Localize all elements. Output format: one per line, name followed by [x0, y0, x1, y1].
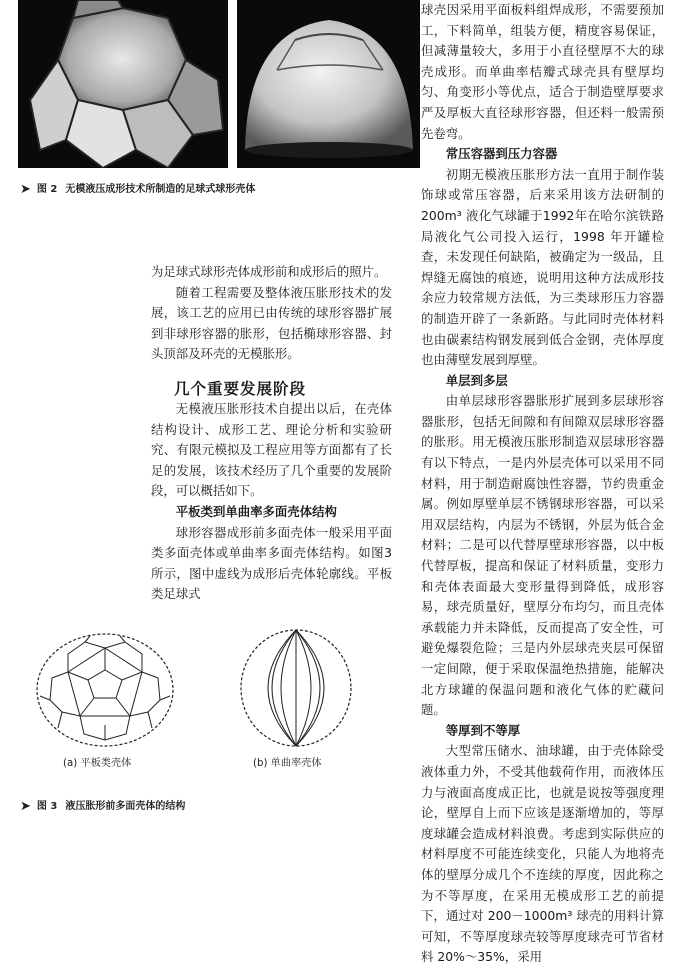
figure2-caption: ➤ 图 2 无模液压成形技术所制造的足球式球形壳体: [20, 182, 256, 197]
paragraph-single: 由单层球形容器胀形扩展到多层球形容器胀形，包括无间隙和有间隙双层球形容器的胀形。用无模液压胀形制造双层球形容器有以下特点，一是内外层壳体可以采用不同材料，用于制造耐腐蚀性容器，节约贵重金属。例如厚壁单层不锈钢球形容器，可以采用双层结构，内层为不锈钢，外层为低合金材料；二是可以代替厚壁球形容器，以中板代替厚板，提高和保证了材料质量，变形力和壳体表面最大变形量得到降低，成形容易，球壳质量好，壁厚分布均匀，而且壳体承载能力并未降低，反而提高了安全性，可避免爆裂危险；三是内外层球壳夹层可保留一定间隙，便于采取保温绝热措施，能解决北方球罐的保温问题和液化气体的贮藏问题。: [421, 393, 664, 718]
heading-pressure: 常压容器到压力容器: [445, 146, 558, 162]
paragraph-top: 球壳因采用平面板料组焊成形，不需要预加工，下料简单，组装方便，精度容易保证，但减薄量较大，多用于小直径壁厚不大的球壳成形。而单曲率桔瓣式球壳具有壁厚均匀、角变形小等优点，适合于制造壁厚要求严及厚板大直径球形容器，但还料一般需预先卷弯。: [421, 2, 664, 141]
figure3-a-soccer-ball-diagram: [30, 630, 180, 750]
right-column: [421, 0, 664, 968]
figure2-photo-before: [18, 0, 228, 168]
paragraph-pressure: 初期无模液压胀形方法一直用于制作装饰球或常压容器，后来采用该方法研制的 200m³ 液化气球罐于1992年在哈尔滨铁路局液化气公司投入运行，1998 年开罐检查，未发现任何缺陷，被确定为一级品，且焊缝无腐蚀的痕迹，说明用这种方法成形技余应力较常规方法低，为三类球形压力容器的制造开辟了一条新路。与此同时壳体材料也由碳素结构钢发展到低合金钢，壳体厚度也由薄壁发展到厚壁。: [421, 166, 664, 368]
paragraph-flat: 球形容器成形前多面壳体一般采用平面类多面壳体或单曲率多面壳体结构。如图3所示，图中虚线为成形后壳体轮廓线。平板类足球式: [151, 524, 392, 602]
heading-single: 单层到多层: [445, 372, 508, 388]
heading-flat: 平板类到单曲率多面壳体结构: [175, 503, 337, 519]
section-title: 几个重要发展阶段: [174, 380, 307, 398]
paragraph-continue: 为足球式球形壳体成形前和成形后的照片。: [151, 264, 387, 279]
figure3-sub-a: (a) 平板类壳体: [63, 758, 132, 769]
figure3-caption: ➤ 图 3 液压胀形前多面壳体的结构: [20, 799, 186, 814]
heading-thick: 等厚到不等厚: [445, 722, 521, 738]
left-column-bottom: [151, 399, 392, 605]
paragraph-thick: 大型常压储水、油球罐，由于壳体除受液体重力外，不受其他载荷作用，而液体压力与液面高度成正比，也就是说按等强度理论，壁厚自上而下应该是逐渐增加的，等厚度球罐会造成材料浪费。考虑到实际供应的材料厚度不可能连续变化，只能人为地将壳体的壁厚分成几个不连续的厚度，因此称之为不等厚度，在采用无模成形工艺的前提下，通过对 200－1000m³ 球壳的用料计算可知，不等厚度球壳较等厚度球壳可节省材料 20%～35%，采用: [421, 743, 664, 965]
left-column-top: [151, 262, 392, 365]
figure3-b-orange-peel-diagram: [236, 626, 356, 750]
paragraph-develop: 随着工程需要及整体液压胀形技术的发展，该工艺的应用已由传统的球形容器扩展到非球形容器的胀形，包括椭球形容器、封头顶部及环壳的无模胀形。: [151, 284, 392, 362]
paragraph-stages: 无模液压胀形技术自提出以后，在壳体结构设计、成形工艺、理论分析和实验研究、有限元模拟及工程应用等方面都有了长足的发展，该技术经历了几个重要的发展阶段，可以概括如下。: [151, 401, 392, 499]
caption-arrow-icon: ➤: [20, 182, 31, 197]
caption-arrow-icon: ➤: [20, 799, 31, 814]
figure3-sub-b: (b) 单曲率壳体: [253, 758, 322, 769]
figure2-photo-after: [237, 0, 420, 168]
